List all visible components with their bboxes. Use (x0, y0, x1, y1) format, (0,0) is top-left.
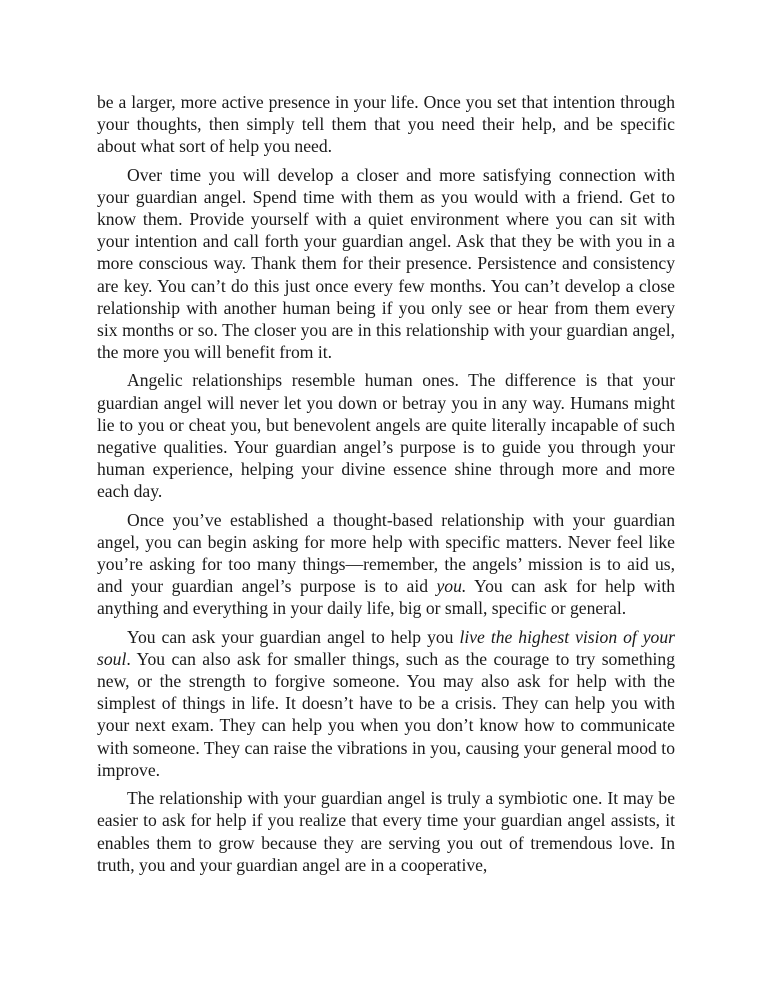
emphasis-text: live the highest vision of your soul (97, 626, 675, 669)
paragraph-symbiotic: The relationship with your guardian angel is truly a symbiotic one. It may be easier to ask for help if you realize that every time your guardian angel assists, it enables them to grow because they are serving you out of tremendous love. In truth, you and your guardian angel are in a cooperative, (97, 788, 675, 875)
paragraph-angelic-relationships: Angelic relationships resemble human ones. The difference is that your guardian angel will never let you down or betray you in any way. Humans might lie to you or cheat you, but benevolent angels are quite literally incapable of such negative qualities. Your guardian angel’s purpose is to guide you through your human experience, helping your divine essence shine through more and more each day. (97, 370, 675, 502)
paragraph-text: You can ask your guardian angel to help you (127, 626, 460, 647)
emphasis-text: you. (436, 576, 467, 597)
paragraph-text: . You can also ask for smaller things, such as the courage to try something new, or the strength to forgive someone. You may also ask for help with the simplest of things in life. It doesn’t have to be a crisis. They can help you with your next exam. They can help you when you don’t know how to communicate with someone. They can raise the vibrations in you, causing your general mood to improve. (97, 648, 675, 780)
paragraph-continued: be a larger, more active presence in your life. Once you set that intention through your thoughts, then simply tell them that you need their help, and be specific about what sort of help you need. (97, 92, 675, 157)
paragraph-text: You can ask for help with anything and everything in your daily life, big or small, specific or general. (97, 576, 675, 619)
paragraph-develop-connection: Over time you will develop a closer and more satisfying connection with your guardian angel. Spend time with them as you would with a friend. Get to know them. Provide yourself with a quiet environment where you can sit with your intention and call forth your guardian angel. Ask that they be with you in a more conscious way. Thank them for their presence. Persistence and consistency are key. You can’t do this just once every few months. You can’t develop a close relationship with another human being if you only see or hear from them every six months or so. The closer you are in this relationship with your guardian angel, the more you will benefit from it. (97, 164, 675, 363)
page-body (97, 91, 675, 882)
paragraph-asking-for-help (97, 509, 675, 620)
paragraph-text: Once you’ve established a thought-based relationship with your guardian angel, you can begin asking for more help with specific matters. Never feel like you’re asking for too many things—remember, the angels’ mission is to aid us, and your guardian angel’s purpose is to aid (97, 509, 675, 597)
paragraph-highest-vision (97, 626, 675, 781)
